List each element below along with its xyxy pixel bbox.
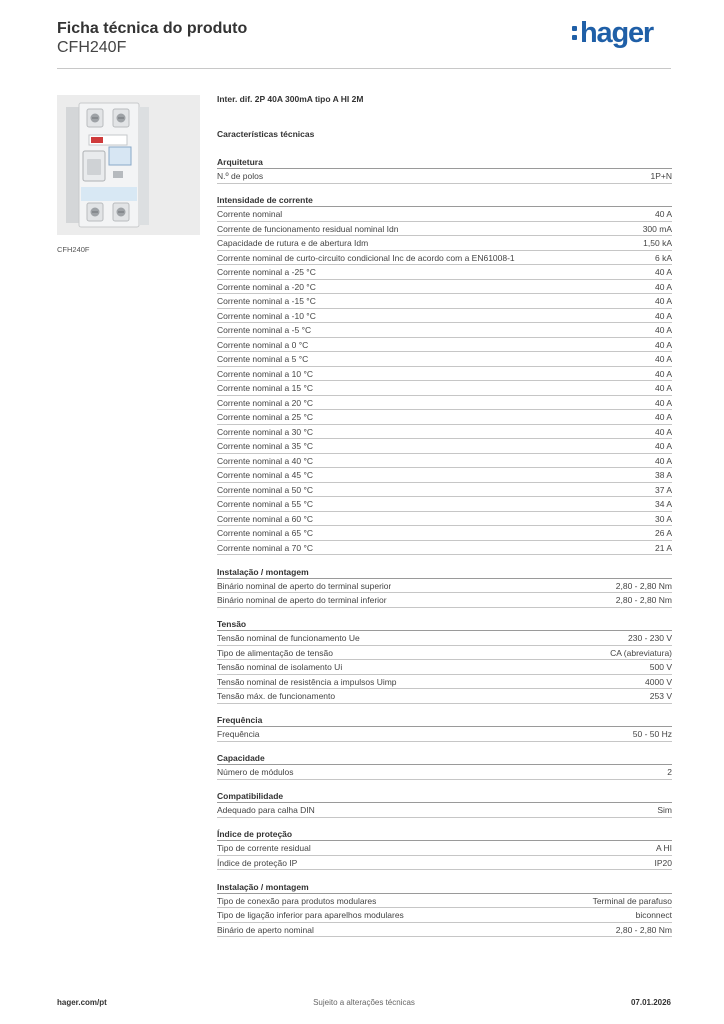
spec-group xyxy=(217,194,672,555)
spec-row xyxy=(217,631,672,646)
spec-label: Corrente nominal a -15 °C xyxy=(217,296,316,306)
hager-logo xyxy=(572,18,653,48)
spec-group xyxy=(217,566,672,608)
spec-label: Corrente nominal a 20 °C xyxy=(217,397,314,408)
page-footer xyxy=(57,998,671,1010)
header-divider xyxy=(57,68,671,69)
spec-row xyxy=(217,236,672,251)
spec-value: 50 - 50 Hz xyxy=(632,729,672,739)
spec-label: Corrente nominal a 25 °C xyxy=(217,412,314,422)
spec-value: 6 kA xyxy=(654,252,672,263)
footer-website: hager.com/pt xyxy=(57,998,107,1007)
spec-value: biconnect xyxy=(635,910,672,920)
spec-group-title: Frequência xyxy=(217,714,672,727)
spec-value: 40 A xyxy=(654,310,672,321)
logo-text: hager xyxy=(580,17,653,49)
spec-row xyxy=(217,660,672,675)
spec-value: 40 A xyxy=(654,325,672,335)
spec-value: 40 A xyxy=(654,383,672,393)
spec-group-title: Instalação / montagem xyxy=(217,881,672,894)
spec-value: 2,80 - 2,80 Nm xyxy=(615,924,672,935)
specification-groups xyxy=(217,156,672,948)
product-reference: CFH240F xyxy=(57,39,127,56)
spec-row xyxy=(217,439,672,454)
spec-value: 2 xyxy=(667,767,672,777)
spec-value: 40 A xyxy=(654,368,672,379)
spec-value: 30 A xyxy=(654,513,672,524)
spec-label: Corrente nominal a -10 °C xyxy=(217,310,316,321)
spec-value: 2,80 - 2,80 Nm xyxy=(615,580,672,591)
spec-value: CA (abreviatura) xyxy=(610,647,672,658)
spec-label: Binário nominal de aperto do terminal superior xyxy=(217,580,392,591)
spec-label: Tensão máx. de funcionamento xyxy=(217,691,336,701)
section-heading: Características técnicas xyxy=(217,129,315,139)
spec-group xyxy=(217,790,672,818)
spec-value: 40 A xyxy=(654,441,672,451)
spec-group xyxy=(217,828,672,870)
spec-label: Frequência xyxy=(217,729,260,739)
spec-row xyxy=(217,338,672,353)
spec-group-title: Instalação / montagem xyxy=(217,566,672,579)
spec-row xyxy=(217,483,672,498)
spec-row xyxy=(217,908,672,923)
spec-label: Número de módulos xyxy=(217,767,294,777)
spec-group xyxy=(217,618,672,704)
product-image xyxy=(57,95,200,235)
logo-dots-icon xyxy=(572,24,577,42)
spec-row xyxy=(217,675,672,690)
spec-value: 21 A xyxy=(654,542,672,553)
spec-row xyxy=(217,169,672,184)
spec-group-title: Compatibilidade xyxy=(217,790,672,803)
spec-label: Tipo de conexão para produtos modulares xyxy=(217,895,377,906)
spec-row xyxy=(217,222,672,237)
residual-current-breaker-icon xyxy=(57,95,200,235)
spec-value: 40 A xyxy=(654,296,672,306)
spec-label: Corrente nominal a 5 °C xyxy=(217,354,309,364)
spec-label: Corrente de funcionamento residual nominal Idn xyxy=(217,223,399,234)
spec-row xyxy=(217,396,672,411)
spec-label: Tensão nominal de isolamento Ui xyxy=(217,662,343,672)
spec-row xyxy=(217,841,672,856)
spec-row xyxy=(217,309,672,324)
spec-row xyxy=(217,894,672,909)
spec-row xyxy=(217,593,672,608)
spec-group-title: Intensidade de corrente xyxy=(217,194,672,207)
spec-row xyxy=(217,207,672,222)
footer-notice: Sujeito a alterações técnicas xyxy=(313,998,415,1007)
spec-label: Corrente nominal a -20 °C xyxy=(217,281,316,292)
spec-row xyxy=(217,352,672,367)
spec-value: Terminal de parafuso xyxy=(592,895,672,906)
spec-row xyxy=(217,294,672,309)
spec-value: Sim xyxy=(657,805,672,815)
product-image-caption: CFH240F xyxy=(57,245,90,254)
spec-value: 37 A xyxy=(654,484,672,495)
spec-label: Corrente nominal a 35 °C xyxy=(217,441,314,451)
spec-label: Corrente nominal a 70 °C xyxy=(217,542,314,553)
spec-row xyxy=(217,803,672,818)
product-description: Inter. dif. 2P 40A 300mA tipo A HI 2M xyxy=(217,94,364,104)
spec-label: Adequado para calha DIN xyxy=(217,805,315,815)
spec-row xyxy=(217,727,672,742)
spec-value: 40 A xyxy=(654,354,672,364)
spec-row xyxy=(217,367,672,382)
spec-value: 4000 V xyxy=(645,676,672,687)
spec-value: IP20 xyxy=(654,857,672,868)
spec-group xyxy=(217,881,672,938)
spec-row xyxy=(217,689,672,704)
spec-row xyxy=(217,512,672,527)
spec-row xyxy=(217,468,672,483)
spec-group-title: Capacidade xyxy=(217,752,672,765)
spec-label: Corrente nominal a 15 °C xyxy=(217,383,314,393)
spec-value: 2,80 - 2,80 Nm xyxy=(615,595,672,605)
spec-label: N.º de polos xyxy=(217,171,264,181)
spec-row xyxy=(217,579,672,594)
document-title: Ficha técnica do produto xyxy=(57,20,248,37)
spec-label: Tipo de alimentação de tensão xyxy=(217,647,333,658)
spec-value: 34 A xyxy=(654,499,672,509)
spec-row xyxy=(217,425,672,440)
spec-label: Binário de aperto nominal xyxy=(217,924,314,935)
spec-row xyxy=(217,280,672,295)
spec-group xyxy=(217,714,672,742)
spec-label: Tipo de ligação inferior para aparelhos modulares xyxy=(217,910,404,920)
spec-row xyxy=(217,856,672,871)
spec-value: 40 A xyxy=(654,426,672,437)
spec-label: Corrente nominal a 40 °C xyxy=(217,455,314,466)
spec-label: Corrente nominal a -5 °C xyxy=(217,325,312,335)
spec-value: 230 - 230 V xyxy=(628,633,672,643)
spec-value: 40 A xyxy=(654,455,672,466)
spec-row xyxy=(217,541,672,556)
spec-value: 38 A xyxy=(654,470,672,480)
spec-row xyxy=(217,526,672,541)
spec-row xyxy=(217,251,672,266)
footer-date: 07.01.2026 xyxy=(630,998,671,1007)
spec-value: 40 A xyxy=(654,209,672,219)
spec-value: 40 A xyxy=(654,412,672,422)
spec-value: A HI xyxy=(655,843,672,853)
spec-row xyxy=(217,410,672,425)
spec-label: Capacidade de rutura e de abertura Idm xyxy=(217,238,369,248)
spec-row xyxy=(217,923,672,938)
spec-label: Corrente nominal a 60 °C xyxy=(217,513,314,524)
spec-value: 40 A xyxy=(654,397,672,408)
spec-label: Binário nominal de aperto do terminal inferior xyxy=(217,595,387,605)
spec-value: 40 A xyxy=(654,339,672,350)
spec-row xyxy=(217,381,672,396)
spec-group xyxy=(217,752,672,780)
spec-row xyxy=(217,646,672,661)
spec-group-title: Índice de proteção xyxy=(217,828,672,841)
spec-group-title: Tensão xyxy=(217,618,672,631)
spec-row xyxy=(217,497,672,512)
spec-label: Corrente nominal a -25 °C xyxy=(217,267,316,277)
spec-label: Tipo de corrente residual xyxy=(217,843,311,853)
spec-label: Corrente nominal a 30 °C xyxy=(217,426,314,437)
spec-row xyxy=(217,765,672,780)
spec-value: 1P+N xyxy=(650,171,672,181)
spec-label: Corrente nominal a 65 °C xyxy=(217,528,314,538)
spec-value: 40 A xyxy=(654,281,672,292)
spec-group xyxy=(217,156,672,184)
spec-value: 40 A xyxy=(654,267,672,277)
spec-label: Corrente nominal a 55 °C xyxy=(217,499,314,509)
spec-label: Corrente nominal de curto-circuito condicional Inc de acordo com a EN61008-1 xyxy=(217,252,515,263)
page-header xyxy=(57,17,671,68)
spec-label: Corrente nominal a 45 °C xyxy=(217,470,314,480)
spec-group-title: Arquitetura xyxy=(217,156,672,169)
spec-label: Corrente nominal a 10 °C xyxy=(217,368,314,379)
spec-row xyxy=(217,323,672,338)
spec-row xyxy=(217,454,672,469)
spec-label: Tensão nominal de resistência a impulsos Uimp xyxy=(217,676,397,687)
spec-label: Tensão nominal de funcionamento Ue xyxy=(217,633,360,643)
spec-value: 1,50 kA xyxy=(643,238,672,248)
spec-value: 500 V xyxy=(649,662,672,672)
spec-value: 300 mA xyxy=(642,223,672,234)
spec-value: 26 A xyxy=(654,528,672,538)
spec-label: Corrente nominal a 50 °C xyxy=(217,484,314,495)
spec-value: 253 V xyxy=(649,691,672,701)
spec-label: Corrente nominal a 0 °C xyxy=(217,339,309,350)
spec-label: Índice de proteção IP xyxy=(217,857,298,868)
spec-row xyxy=(217,265,672,280)
spec-label: Corrente nominal xyxy=(217,209,283,219)
